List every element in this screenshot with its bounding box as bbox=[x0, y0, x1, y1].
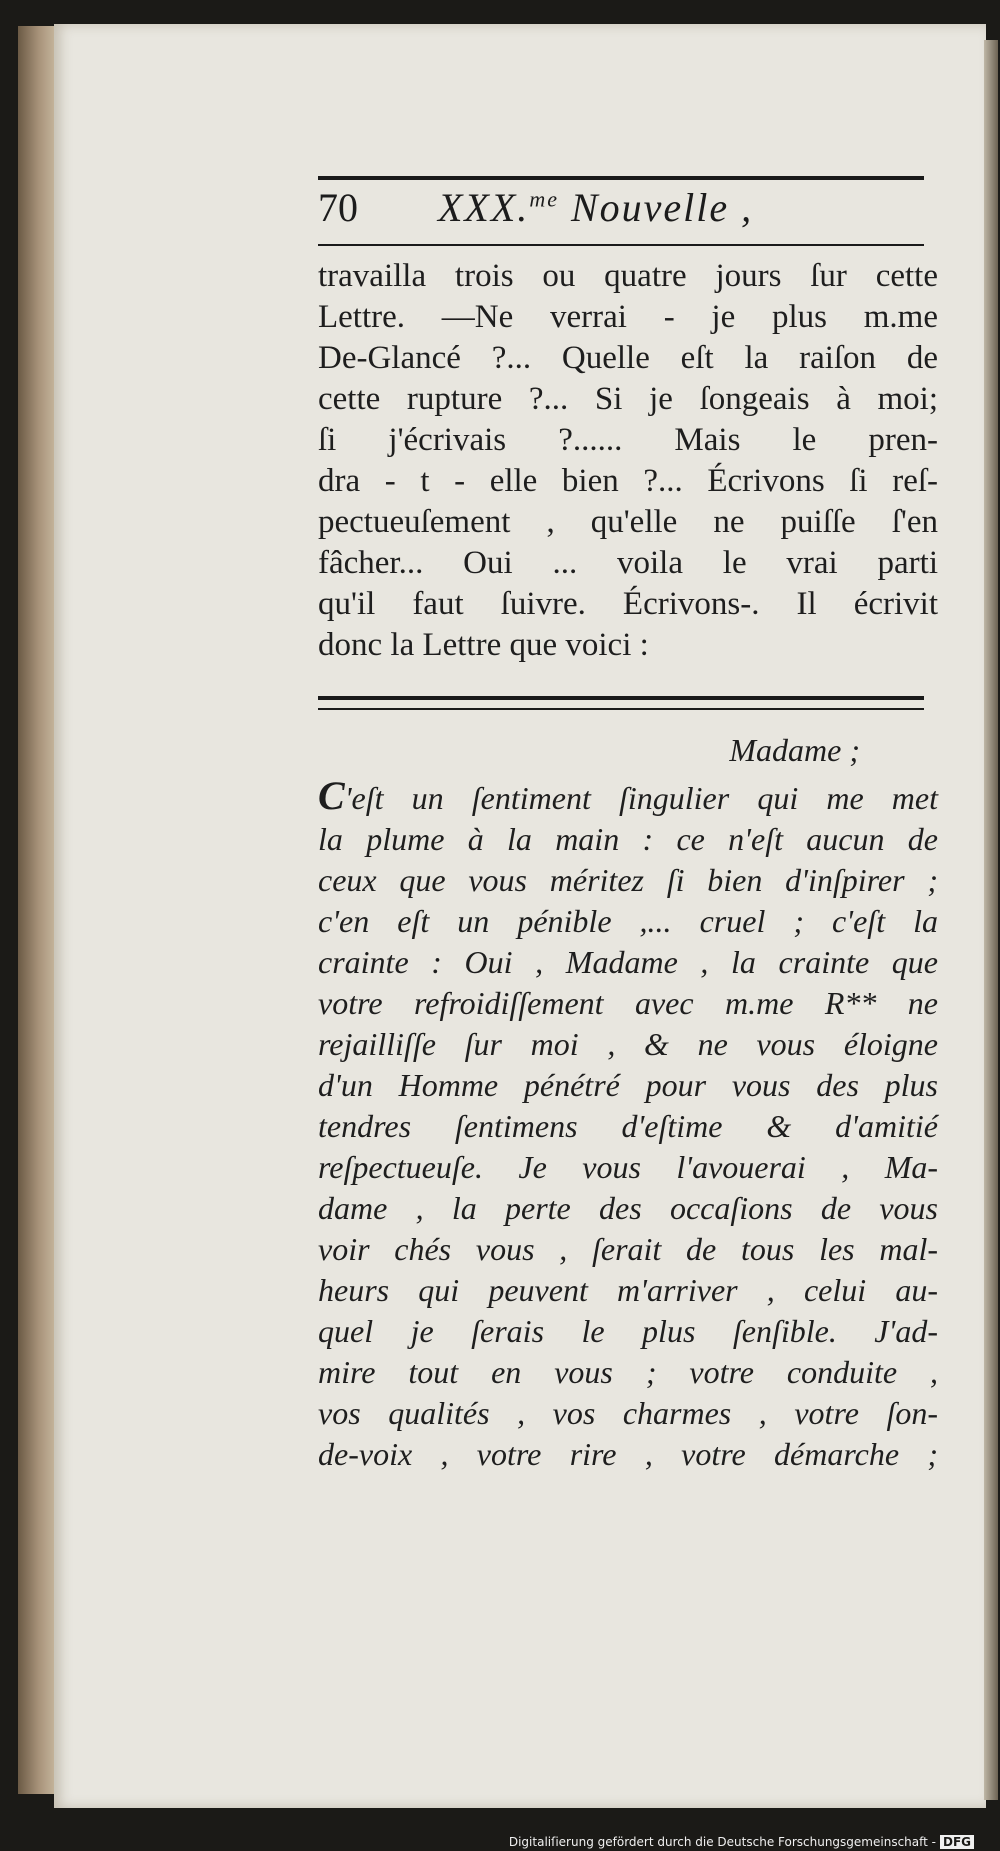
letter-line: d'un Homme pénétré pour vous des plus bbox=[318, 1067, 938, 1103]
text-line: ſi j'écrivais ?...... Mais le pren- bbox=[318, 422, 938, 458]
letter-line: mire tout en vous ; votre conduite , bbox=[318, 1354, 938, 1390]
letter-line: tendres ſentimens d'eſtime & d'amitié bbox=[318, 1108, 938, 1144]
drop-cap: C bbox=[318, 773, 345, 818]
text-line: pectueuſement , qu'elle ne puiſſe ſ'en bbox=[318, 504, 938, 540]
letter-line: la plume à la main : ce n'eſt aucun de bbox=[318, 821, 938, 857]
narrative-paragraph bbox=[318, 256, 938, 666]
letter-line: rejailliſſe ſur moi , & ne vous éloigne bbox=[318, 1026, 938, 1062]
text-line: donc la Lettre que voici : bbox=[318, 627, 649, 663]
letter-text bbox=[318, 730, 938, 1475]
letter-line: dame , la perte des occaſions de vous bbox=[318, 1190, 938, 1226]
text-line: cette rupture ?... Si je ſongeais à moi; bbox=[318, 381, 938, 417]
letter-line: vos qualités , vos charmes , votre ſon- bbox=[318, 1395, 938, 1431]
text-line: De-Glancé ?... Quelle eſt la raiſon de bbox=[318, 340, 938, 376]
letter-line: voir chés vous , ſerait de tous les mal- bbox=[318, 1231, 938, 1267]
page-number: 70 bbox=[318, 185, 358, 230]
text-line: Lettre. —Ne verrai - je plus m.me bbox=[318, 299, 938, 335]
header-rule-bottom bbox=[318, 244, 924, 246]
letter-line: heurs qui peuvent m'arriver , celui au- bbox=[318, 1272, 938, 1308]
text-line: travailla trois ou quatre jours ſur cette bbox=[318, 258, 938, 294]
section-rule-thin bbox=[318, 708, 924, 710]
letter-line: votre refroidiſſement avec m.me R** ne bbox=[318, 985, 938, 1021]
dfg-logo: DFG bbox=[940, 1835, 974, 1849]
digitization-credit: Digitaliſierung gefördert durch die Deutsche Forschungsgemeinschaft - DFG bbox=[509, 1835, 974, 1849]
running-header bbox=[318, 180, 924, 240]
letter-line: crainte : Oui , Madame , la crainte que bbox=[318, 944, 938, 980]
book-fore-edge bbox=[984, 40, 998, 1800]
section-rule-thick bbox=[318, 696, 924, 700]
letter-line: c'en eſt un pénible ,... cruel ; c'eſt la bbox=[318, 903, 938, 939]
text-line: qu'il faut ſuivre. Écrivons-. Il écrivit bbox=[318, 586, 938, 622]
text-line: dra - t - elle bien ?... Écrivons ſi reſ- bbox=[318, 463, 938, 499]
letter-line: ceux que vous méritez ſi bien d'inſpirer ; bbox=[318, 862, 938, 898]
letter-first-line: C'eſt un ſentiment ſingulier qui me met bbox=[318, 773, 938, 818]
text-line: fâcher... Oui ... voila le vrai parti bbox=[318, 545, 938, 581]
letter-line: quel je ſerais le plus ſenſible. J'ad- bbox=[318, 1313, 938, 1349]
letter-line: de-voix , votre rire , votre démarche ; bbox=[318, 1436, 938, 1472]
running-title: XXX.$^{me}$ Nouvelle , bbox=[438, 185, 754, 230]
letter-salutation: Madame ; bbox=[729, 732, 860, 768]
letter-line: reſpectueuſe. Je vous l'avouerai , Ma- bbox=[318, 1149, 938, 1185]
